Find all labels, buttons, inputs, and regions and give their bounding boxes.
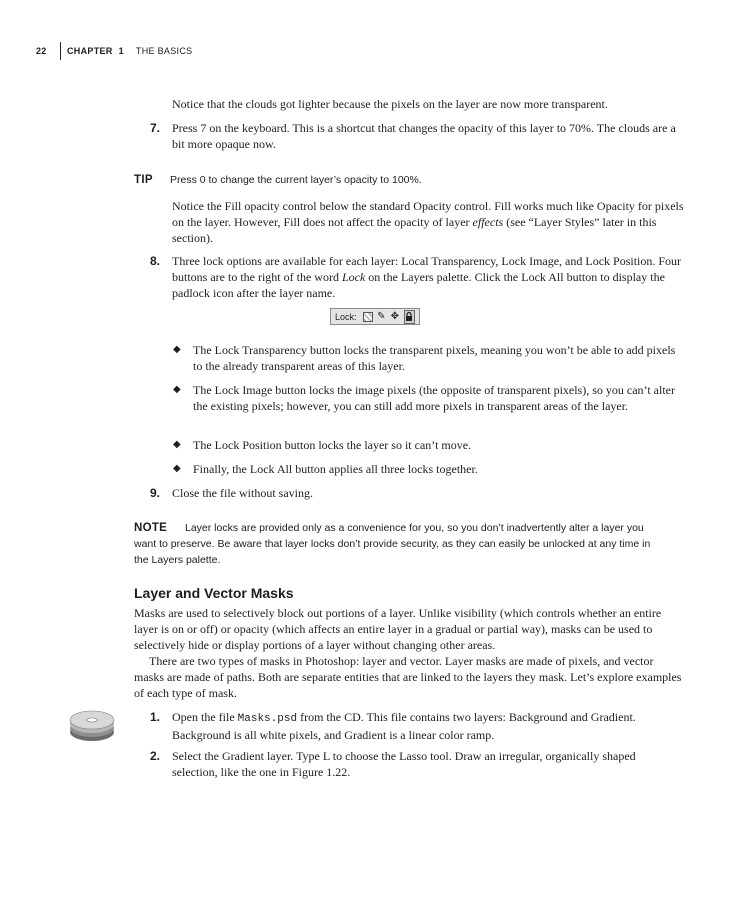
bullet-text: The Lock Transparency button locks the transparent pixels, meaning you won’t be able to add pixels to the already transparent areas of this layer. xyxy=(193,343,676,373)
running-header xyxy=(36,42,192,60)
step-number: 9. xyxy=(150,486,161,500)
note-text: Layer locks are provided only as a convenience for you, so you don’t inadvertently alter a layer you want to preserve. Be aware that layer locks don’t provide security, as they can easily be unlocked at any time in the Layers palette. xyxy=(134,522,651,566)
file-name: Masks.psd xyxy=(237,713,298,725)
bullet-text: Finally, the Lock All button applies all three locks together. xyxy=(193,462,478,476)
bullet-icon: ◆ xyxy=(173,439,181,450)
header-divider xyxy=(60,42,61,60)
step-text: Close the file without saving. xyxy=(172,486,313,500)
bullet-icon: ◆ xyxy=(173,344,181,355)
step-text: Three lock options are available for each layer: Local Transparency, Lock Image, and Lock Position. Four buttons are to the right of the word Lock on the Layers palette. Click the Lock All button to display the padlock icon after the layer name. xyxy=(172,254,682,300)
lock-position-move-icon: ✥ xyxy=(390,310,399,322)
masks-paragraph: There are two types of masks in Photoshop: layer and vector. Layer masks are made of pixels, and vector masks are made of paths. Both are separate entities that are linked to the layers they mask. Let’s explore examples of each type of mask. xyxy=(134,654,682,700)
lock-image-brush-icon: ✎ xyxy=(377,310,386,322)
bullet-icon: ◆ xyxy=(173,463,181,474)
lock-transparency-icon xyxy=(363,311,373,323)
lock-label: Lock: xyxy=(335,311,357,322)
chapter-number: 1 xyxy=(118,46,124,56)
masks-paragraph: Masks are used to selectively block out portions of a layer. Unlike visibility (which controls whether an entire layer is on or off) or opacity (which affects an entire layer in a gradual or partial way), masks can be used to selectively hide or display portions of a layer without changing other areas. xyxy=(134,606,662,652)
bullet-text: The Lock Image button locks the image pixels (the opposite of transparent pixels), so you can’t alter the existing pixels; however, you can still add more pixels in transparent areas of the layer. xyxy=(193,383,675,413)
step-text: Open the file Masks.psd from the CD. This file contains two layers: Background and Gradient. Background is all white pixels, and Gradient is a linear color ramp. xyxy=(172,710,636,742)
tip-text: Press 0 to change the current layer’s opacity to 100%. xyxy=(170,174,422,186)
lock-all-padlock-icon xyxy=(404,310,416,324)
step-number: 7. xyxy=(150,121,161,135)
step-number: 2. xyxy=(150,749,161,763)
cd-disc-icon xyxy=(66,706,118,746)
page-number: 22 xyxy=(36,46,47,56)
note-label: NOTE xyxy=(134,522,168,534)
step-number: 8. xyxy=(150,254,161,268)
step-text: Select the Gradient layer. Type L to choose the Lasso tool. Draw an irregular, organically shaped selection, like the one in Figure 1.22. xyxy=(172,749,636,779)
chapter-title: THE BASICS xyxy=(135,46,193,56)
intro-paragraph: Notice that the clouds got lighter because the pixels on the layer are now more transparent. xyxy=(172,97,608,111)
chapter-label: CHAPTER xyxy=(67,46,113,56)
bullet-icon: ◆ xyxy=(173,384,181,395)
fill-paragraph: Notice the Fill opacity control below the standard Opacity control. Fill works much like Opacity for pixels on the layer. However, Fill does not affect the opacity of layer effects (see “Layer Styles” later in this section). xyxy=(172,199,684,245)
tip-label: TIP xyxy=(134,174,153,186)
section-heading: Layer and Vector Masks xyxy=(134,585,294,601)
step-text: Press 7 on the keyboard. This is a shortcut that changes the opacity of this layer to 70%. The clouds are a bit more opaque now. xyxy=(172,121,676,151)
lock-toolbar-figure xyxy=(330,308,420,325)
bullet-text: The Lock Position button locks the layer so it can’t move. xyxy=(193,438,472,452)
step-number: 1. xyxy=(150,710,161,724)
